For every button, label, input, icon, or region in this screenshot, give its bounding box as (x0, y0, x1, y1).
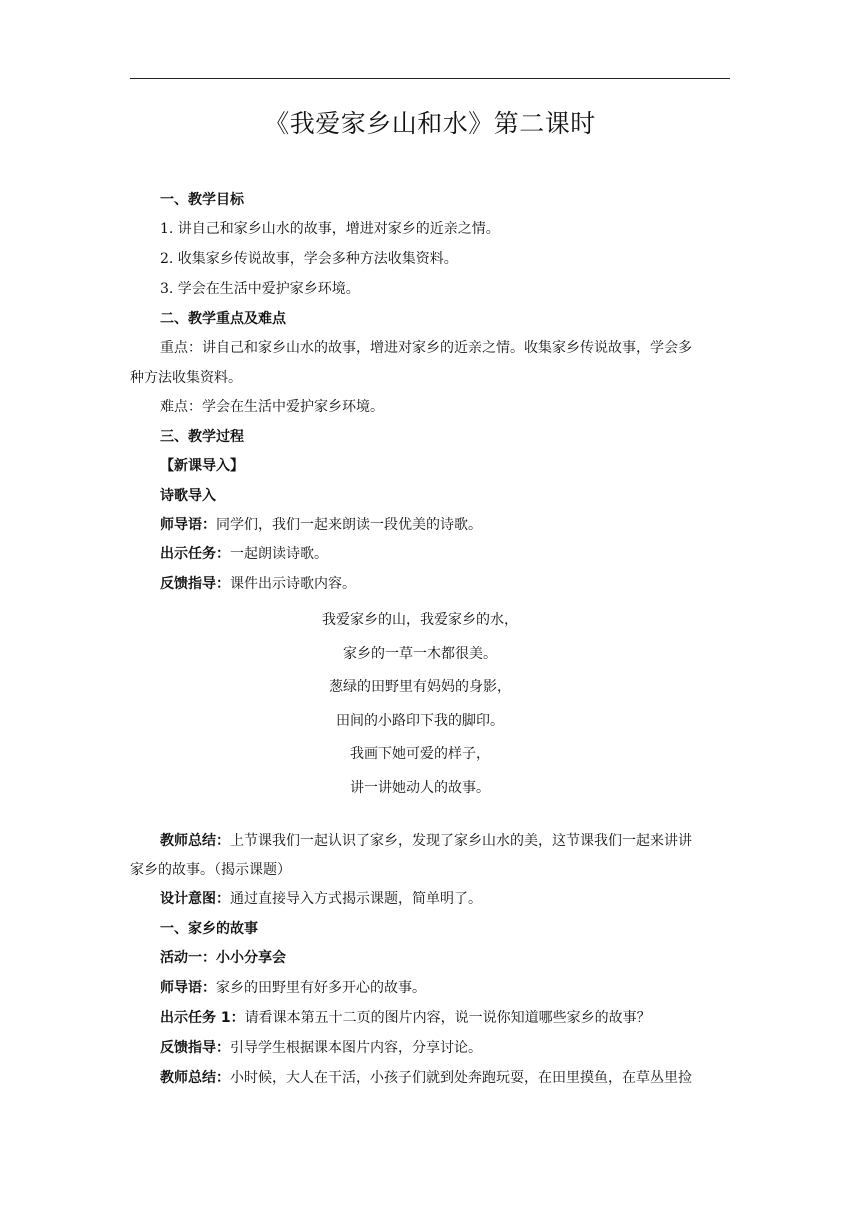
objective-item: 2. 收集家乡传说故事，学会多种方法收集资料。 (160, 251, 458, 267)
poem-line: 我画下她可爱的样子， (350, 746, 490, 762)
task-text: 请看课本第五十二页的图片内容，说一说你知道哪些家乡的故事？ (244, 1010, 651, 1026)
task-line (160, 546, 328, 562)
teacher-summary-text: 上节课我们一起认识了家乡，发现了家乡山水的美，这节课我们一起来讲讲 (230, 833, 692, 849)
teacher-summary-label: 教师总结： (160, 833, 230, 849)
feedback-line (160, 576, 356, 592)
feedback-text: 课件出示诗歌内容。 (230, 576, 356, 592)
task-label: 出示任务 1： (160, 1010, 245, 1026)
section-heading-key-points: 二、教学重点及难点 (160, 311, 286, 327)
feedback-label: 反馈指导： (160, 576, 230, 592)
poem-line: 家乡的一草一木都很美。 (343, 646, 497, 662)
key-point-line: 种方法收集资料。 (130, 370, 242, 386)
task-text: 一起朗读诗歌。 (230, 546, 328, 562)
teacher-guide-text: 家乡的田野里有好多开心的故事。 (216, 980, 426, 996)
design-intent-line (160, 891, 482, 907)
section-heading-process: 三、教学过程 (160, 429, 244, 445)
activity-heading: 活动一：小小分享会 (160, 950, 286, 966)
objective-item: 1. 讲自己和家乡山水的故事，增进对家乡的近亲之情。 (160, 221, 500, 237)
poem-line: 讲一讲她动人的故事。 (350, 780, 490, 796)
poem-line: 我爱家乡的山，我爱家乡的水， (322, 612, 518, 628)
teacher-summary-line (160, 833, 692, 849)
feedback-label: 反馈指导： (160, 1040, 230, 1056)
teacher-guide-label: 师导语： (160, 517, 216, 533)
teacher-summary-line (160, 1070, 692, 1086)
task-label: 出示任务： (160, 546, 230, 562)
poem-line: 田间的小路印下我的脚印。 (336, 713, 504, 729)
page-title: 《我爱家乡山和水》第二课时 (264, 109, 596, 138)
objective-item: 3. 学会在生活中爱护家乡环境。 (160, 281, 360, 297)
feedback-text: 引导学生根据课本图片内容，分享讨论。 (230, 1040, 482, 1056)
teacher-summary-text: 小时候，大人在干活，小孩子们就到处奔跑玩耍，在田里摸鱼，在草丛里捡 (230, 1070, 692, 1086)
subsection-heading: 【新课导入】 (160, 458, 244, 474)
task-line (160, 1010, 651, 1026)
section-heading-story: 一、家乡的故事 (160, 921, 258, 937)
difficulty-line: 难点：学会在生活中爱护家乡环境。 (160, 399, 384, 415)
teacher-guide-text: 同学们，我们一起来朗读一段优美的诗歌。 (216, 517, 482, 533)
teacher-guide-line (160, 517, 482, 533)
key-point-line: 重点：讲自己和家乡山水的故事，增进对家乡的近亲之情。收集家乡传说故事，学会多 (160, 340, 692, 356)
section-heading-objectives: 一、教学目标 (160, 192, 244, 208)
feedback-line (160, 1040, 482, 1056)
design-intent-label: 设计意图： (160, 891, 230, 907)
teacher-summary-continuation: 家乡的故事。（揭示课题） (130, 862, 291, 878)
design-intent-text: 通过直接导入方式揭示课题，简单明了。 (230, 891, 482, 907)
teacher-guide-label: 师导语： (160, 980, 216, 996)
teacher-guide-line (160, 980, 426, 996)
poem-intro-heading: 诗歌导入 (160, 488, 216, 504)
poem-line: 葱绿的田野里有妈妈的身影， (329, 679, 511, 695)
teacher-summary-label: 教师总结： (160, 1070, 230, 1086)
header-rule (130, 78, 730, 79)
